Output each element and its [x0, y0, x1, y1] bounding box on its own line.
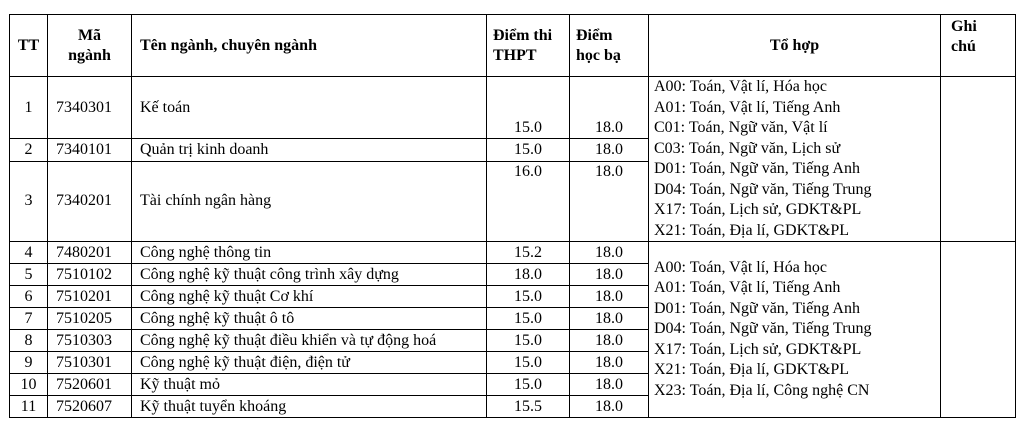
row-tt: 8	[10, 330, 48, 352]
combo-item: X23: Toán, Địa lí, Công nghệ CN	[654, 381, 870, 399]
row-ma-nganh: 7510102	[48, 264, 132, 286]
header-ma-nganh-line2: ngành	[68, 46, 111, 64]
header-ma-nganh-line1: Mã	[77, 26, 102, 44]
row-diem-hoc-ba: 18.0	[570, 352, 649, 374]
row-diem-thpt: 15.0	[487, 77, 570, 139]
row-ma-nganh: 7480201	[48, 242, 132, 264]
row-ten-nganh: Công nghệ kỹ thuật Cơ khí	[132, 286, 487, 308]
header-ghi-chu-line2: chú	[951, 38, 976, 55]
row-diem-thpt: 15.0	[487, 286, 570, 308]
header-to-hop: Tổ hợp	[649, 15, 941, 77]
row-ma-nganh: 7520607	[48, 396, 132, 418]
row-tt: 2	[10, 139, 48, 161]
row-diem-thpt: 15.0	[487, 139, 570, 161]
row-diem-thpt: 15.0	[487, 374, 570, 396]
combo-item: A00: Toán, Vật lí, Hóa học	[654, 78, 827, 95]
header-ten-nganh: Tên ngành, chuyên ngành	[132, 15, 487, 77]
row-ma-nganh: 7340301	[48, 77, 132, 139]
header-diem-hoc-ba-line2: học bạ	[576, 46, 621, 64]
row-tt: 11	[10, 396, 48, 418]
row-ten-nganh: Quản trị kinh doanh	[132, 139, 487, 161]
row-ten-nganh: Công nghệ kỹ thuật điều khiển và tự động hoá	[132, 330, 487, 352]
admission-table	[9, 14, 1016, 418]
row-diem-thpt: 15.0	[487, 330, 570, 352]
combo-item: C03: Toán, Ngữ văn, Lịch sử	[654, 139, 841, 157]
row-ten-nganh: Tài chính ngân hàng	[132, 161, 487, 241]
header-row	[10, 15, 1016, 77]
combo-item: A01: Toán, Vật lí, Tiếng Anh	[654, 279, 841, 297]
combo-item: D04: Toán, Ngữ văn, Tiếng Trung	[654, 320, 872, 338]
row-ten-nganh: Công nghệ kỹ thuật ô tô	[132, 308, 487, 330]
row-diem-hoc-ba: 18.0	[570, 264, 649, 286]
row-ma-nganh: 7510205	[48, 308, 132, 330]
row-diem-thpt: 15.0	[487, 308, 570, 330]
combo-item: X21: Toán, Địa lí, GDKT&PL	[654, 221, 850, 239]
header-tt: TT	[10, 15, 48, 77]
combo-item: D01: Toán, Ngữ văn, Tiếng Anh	[654, 160, 860, 177]
row-diem-thpt: 15.5	[487, 396, 570, 418]
row-tt: 1	[10, 77, 48, 139]
row-tt: 3	[10, 161, 48, 241]
row-diem-thpt: 16.0	[487, 161, 570, 241]
combo-item: C01: Toán, Ngữ văn, Vật lí	[654, 119, 828, 136]
header-ma-nganh	[48, 15, 132, 77]
row-ma-nganh: 7520601	[48, 374, 132, 396]
row-diem-hoc-ba: 18.0	[570, 330, 649, 352]
row-tt: 4	[10, 242, 48, 264]
row-ten-nganh: Công nghệ kỹ thuật điện, điện tử	[132, 352, 487, 374]
combo-item: D01: Toán, Ngữ văn, Tiếng Anh	[654, 299, 860, 317]
row-diem-hoc-ba: 18.0	[570, 286, 649, 308]
row-diem-thpt: 18.0	[487, 264, 570, 286]
combo-group-2	[649, 242, 941, 418]
row-tt: 7	[10, 308, 48, 330]
row-diem-hoc-ba: 18.0	[570, 161, 649, 241]
row-tt: 6	[10, 286, 48, 308]
header-ghi-chu-line1: Ghi	[951, 18, 977, 35]
table-row	[10, 242, 1016, 264]
row-tt: 10	[10, 374, 48, 396]
combo-item: A01: Toán, Vật lí, Tiếng Anh	[654, 98, 841, 116]
row-diem-hoc-ba: 18.0	[570, 77, 649, 139]
row-ten-nganh: Kế toán	[132, 77, 487, 139]
header-ghi-chu	[941, 15, 1016, 77]
header-diem-hoc-ba-line1: Điểm	[576, 26, 613, 44]
combo-item: A00: Toán, Vật lí, Hóa học	[654, 258, 827, 276]
header-diem-thpt-line1: Điểm thi	[493, 26, 553, 44]
ghi-chu-cell	[941, 242, 1016, 418]
row-ma-nganh: 7510303	[48, 330, 132, 352]
row-diem-hoc-ba: 18.0	[570, 374, 649, 396]
row-ma-nganh: 7510301	[48, 352, 132, 374]
ghi-chu-cell	[941, 77, 1016, 242]
row-diem-hoc-ba: 18.0	[570, 242, 649, 264]
combo-group-1	[649, 77, 941, 242]
row-tt: 5	[10, 264, 48, 286]
header-diem-hoc-ba	[570, 15, 649, 77]
combo-item: X17: Toán, Lịch sử, GDKT&PL	[654, 201, 862, 218]
row-ma-nganh: 7510201	[48, 286, 132, 308]
combo-item: X21: Toán, Địa lí, GDKT&PL	[654, 361, 850, 379]
row-ten-nganh: Công nghệ thông tin	[132, 242, 487, 264]
header-diem-thpt	[487, 15, 570, 77]
row-diem-thpt: 15.2	[487, 242, 570, 264]
header-diem-thpt-line2: THPT	[493, 46, 537, 64]
row-ma-nganh: 7340201	[48, 161, 132, 241]
combo-item: D04: Toán, Ngữ văn, Tiếng Trung	[654, 180, 872, 198]
row-ten-nganh: Công nghệ kỹ thuật công trình xây dựng	[132, 264, 487, 286]
row-ma-nganh: 7340101	[48, 139, 132, 161]
row-ten-nganh: Kỹ thuật tuyển khoáng	[132, 396, 487, 418]
row-diem-hoc-ba: 18.0	[570, 139, 649, 161]
table-row	[10, 77, 1016, 139]
combo-item: X17: Toán, Lịch sử, GDKT&PL	[654, 340, 862, 358]
row-diem-hoc-ba: 18.0	[570, 396, 649, 418]
row-diem-thpt: 15.0	[487, 352, 570, 374]
row-diem-hoc-ba: 18.0	[570, 308, 649, 330]
row-tt: 9	[10, 352, 48, 374]
row-ten-nganh: Kỹ thuật mỏ	[132, 374, 487, 396]
